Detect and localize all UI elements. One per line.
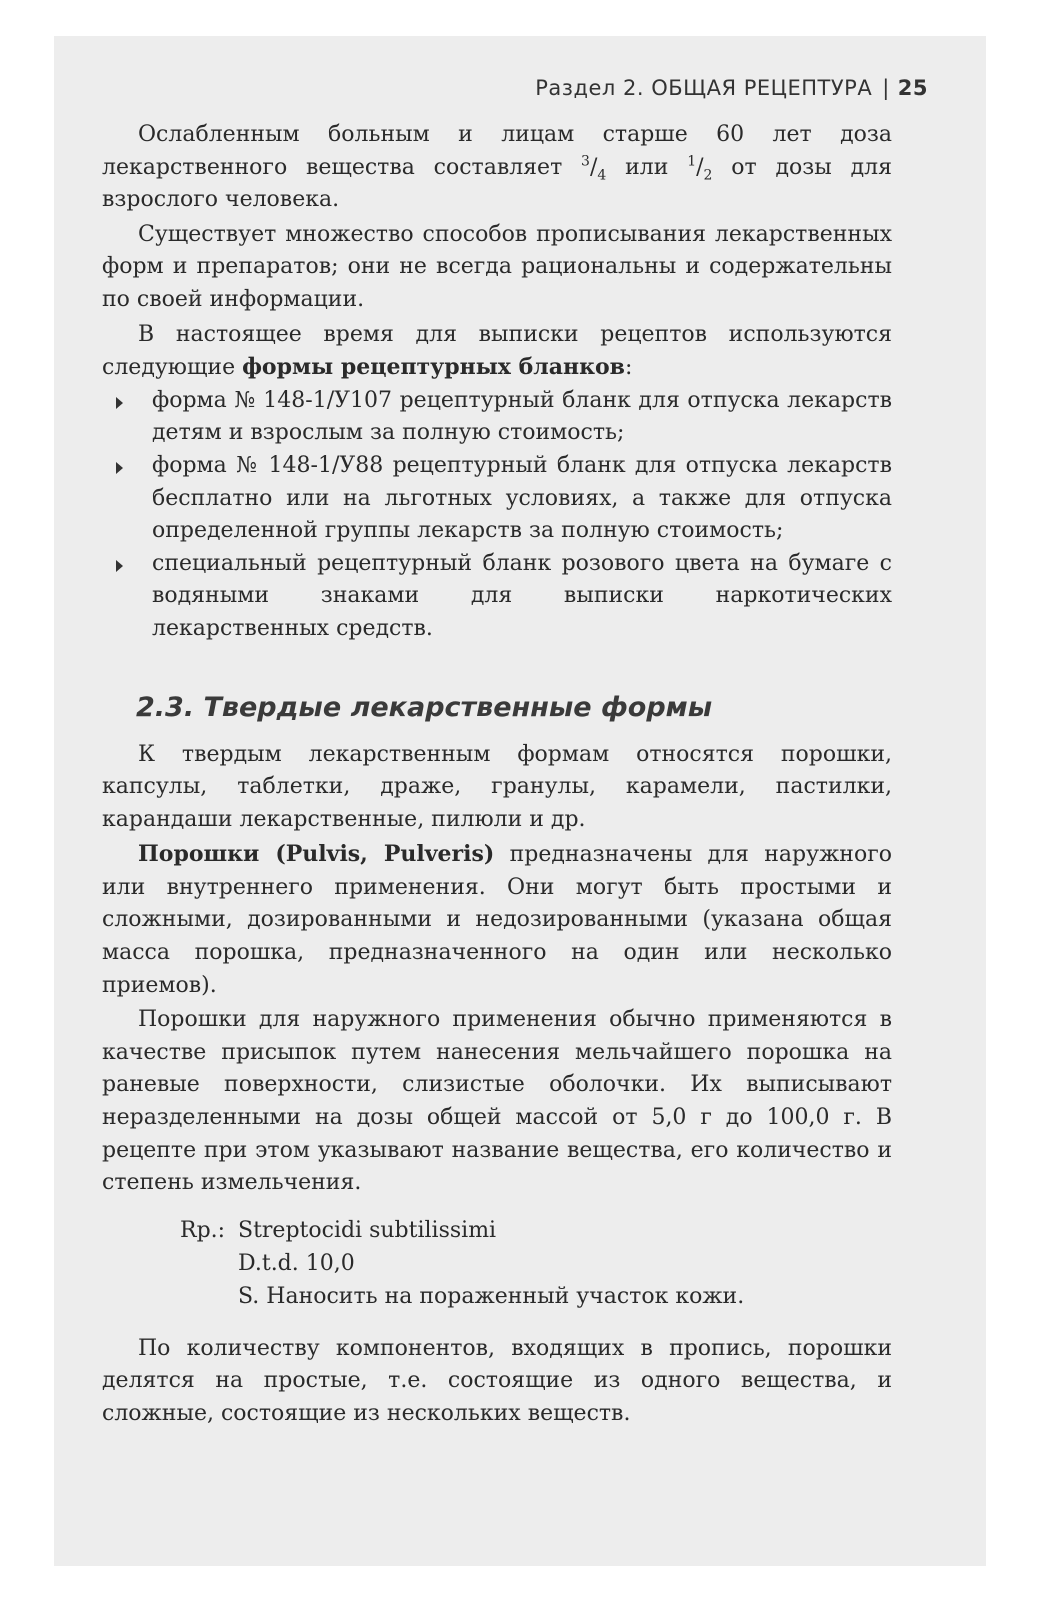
running-header: [535, 76, 928, 100]
recipe-block: [180, 1214, 892, 1313]
bold-term: Порошки (Pulvis, Pulveris): [138, 841, 495, 868]
section-title: Раздел 2. ОБЩАЯ РЕЦЕПТУРА: [535, 76, 873, 100]
paragraph-components: По количеству компонентов, входящих в пропись, порошки делятся на простые, т.е. состоящие из одного вещества, и сложные, состоящие из нескольких веществ.: [102, 1335, 892, 1426]
list-item: [102, 385, 892, 450]
fraction-numerator: 3: [581, 153, 590, 170]
bullet-arrow-icon: [116, 560, 123, 572]
paragraph-external-powders: Порошки для наружного применения обычно применяются в качестве присыпок путем нанесения мельчайшего порошка на раневые поверхности, слизистые оболочки. Их выписывают неразделенными на дозы общей массой от 5,0 г до 100,0 г. В рецепте при этом указывают название вещества, его количество и степень измельчения.: [102, 1007, 892, 1196]
text-run: В настоящее время для выписки рецептов используются следующие: [102, 321, 892, 381]
paragraph-dose: [102, 119, 892, 217]
text-run: от дозы для взрослого человека.: [102, 154, 892, 213]
fraction-denominator: 2: [703, 166, 713, 183]
forms-list: [102, 385, 892, 646]
recipe-text: Streptocidi subtilissimi: [238, 1217, 497, 1243]
text-run: предназначены для наружного или внутреннего применения. Они могут быть простыми и сложными, дозированными и недозированными (указана общая масса порошка, предназначенного на один или несколько приемов).: [102, 842, 892, 998]
page-content: [102, 119, 892, 1431]
list-item-text: форма № 148-1/У107 рецептурный бланк для отпуска лекарств детям и взрослым за полную стоимость;: [152, 387, 892, 446]
recipe-line: D.t.d. 10,0: [238, 1250, 355, 1276]
bold-term: формы рецептурных бланков: [242, 354, 625, 381]
header-separator: |: [882, 76, 890, 100]
list-item-text: специальный рецептурный бланк розового цвета на бумаге с водяными знаками для выписки наркотических лекарственных средств.: [152, 550, 892, 641]
text-run: Ослабленным больным и лицам старше 60 лет доза лекарственного вещества составляет: [102, 122, 892, 180]
text-run: :: [624, 355, 633, 381]
bullet-arrow-icon: [116, 462, 123, 474]
bullet-arrow-icon: [116, 397, 123, 409]
text-run: или: [606, 154, 688, 180]
list-item: [102, 450, 892, 548]
recipe-rp-label: Rp.:: [180, 1217, 226, 1243]
paragraph-methods: Существует множество способов прописывания лекарственных форм и препаратов; они не всегда рациональны и содержательны по своей информации.: [102, 221, 892, 312]
fraction-numerator: 1: [687, 153, 697, 170]
paragraph-powders: [102, 838, 892, 1002]
list-item: [102, 548, 892, 646]
page-number: 25: [897, 76, 928, 100]
list-item-text: форма № 148-1/У88 рецептурный бланк для отпуска лекарств бесплатно или на льготных условиях, а также для отпуска определенной группы лекарств за полную стоимость;: [152, 452, 892, 544]
section-heading: 2.3. Твердые лекарственные формы: [136, 691, 713, 723]
recipe-line: [180, 1214, 892, 1247]
paragraph-forms-intro: [102, 319, 892, 385]
recipe-line: S. Наносить на пораженный участок кожи.: [238, 1283, 745, 1309]
fraction-slash: /: [589, 154, 598, 180]
fraction-denominator: 4: [597, 166, 607, 183]
paragraph-solid-forms: К твердым лекарственным формам относятся порошки, капсулы, таблетки, драже, гранулы, карамели, пастилки, карандаши лекарственные, пилюли и др.: [102, 741, 892, 832]
fraction-slash: /: [696, 154, 704, 180]
